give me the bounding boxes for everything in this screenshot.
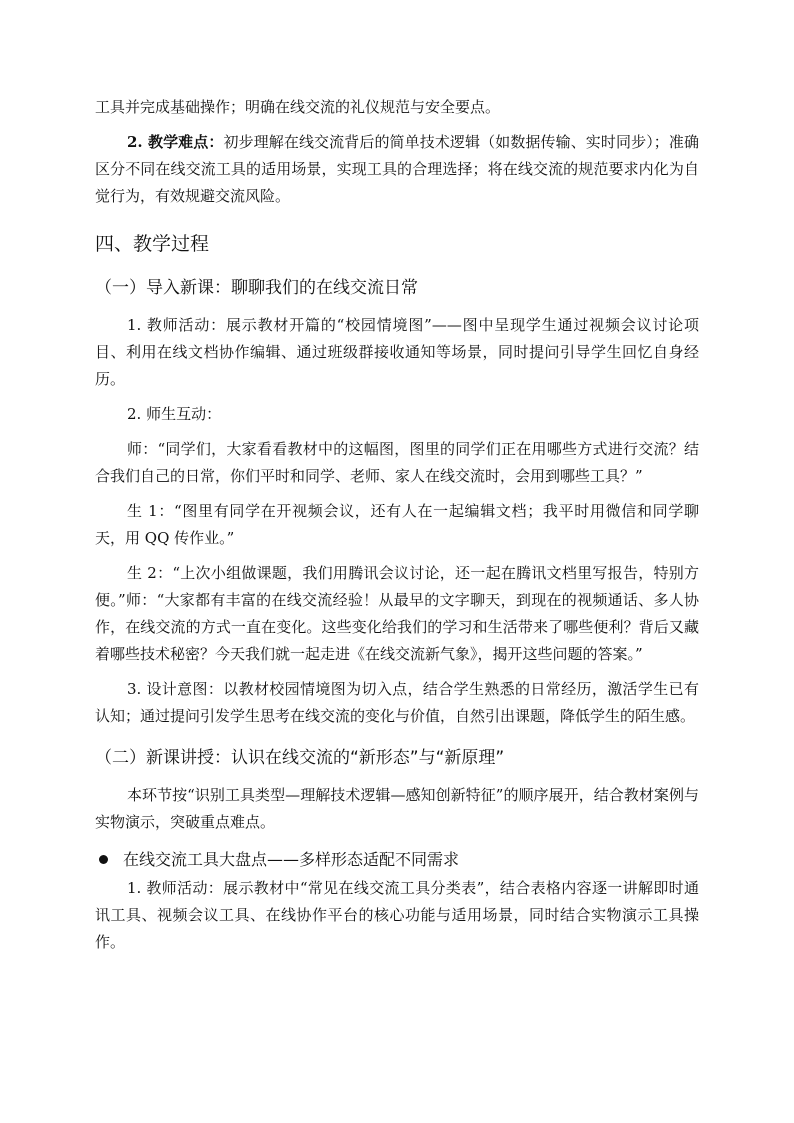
paragraph-difficulty [95, 129, 699, 210]
bullet-heading-tools [95, 846, 699, 873]
intro-item-interaction: 2. 师生互动： [127, 405, 222, 423]
difficulty-label: 2. 教学难点： [127, 133, 224, 151]
document-body [95, 94, 699, 956]
difficulty-text: 初步理解在线交流背后的简单技术逻辑（如数据传输、实时同步）；准确区分不同在线交流工具的适用场景，实现工具的合理选择；将在线交流的规范要求内化为自觉行为，有效规避交流风险。 [95, 133, 699, 205]
new-lesson-item-teacher-activity: 1. 教师活动：展示教材中“常见在线交流工具分类表”，结合表格内容逐一讲解即时通讯工具、视频会议工具、在线协作平台的核心功能与适用场景，同时结合实物演示工具操作。 [95, 879, 699, 951]
subsection-heading-new-lesson: （二）新课讲授：认识在线交流的“新形态”与“新原理” [95, 748, 505, 768]
dialogue-student-2: 生 2：“上次小组做课题，我们用腾讯会议讨论，还一起在腾讯文档里写报告，特别方便。”师：“大家都有丰富的在线交流经验！从最早的文字聊天，到现在的视频通话、多人协作，在线交流的方式一直在变化。这些变化给我们的学习和生活带来了哪些便利？背后又藏着哪些技术秘密？今天我们就一起走进《在线交流新气象》，揭开这些问题的答案。” [95, 564, 699, 663]
intro-item-design-intent: 3. 设计意图：以教材校园情境图为切入点，结合学生熟悉的日常经历，激活学生已有认知；通过提问引发学生思考在线交流的变化与价值，自然引出课题，降低学生的陌生感。 [95, 680, 699, 725]
paragraph-continued: 工具并完成基础操作；明确在线交流的礼仪规范与安全要点。 [95, 98, 501, 116]
dialogue-teacher: 师：“同学们，大家看看教材中的这幅图，图里的同学们正在用哪些方式进行交流？结合我们自己的日常，你们平时和同学、老师、家人在线交流时，会用到哪些工具？” [95, 440, 699, 485]
subsection-heading-intro: （一）导入新课：聊聊我们的在线交流日常 [95, 278, 418, 298]
section-heading-teaching-process: 四、教学过程 [95, 233, 210, 255]
dialogue-student-1: 生 1：“图里有同学在开视频会议，还有人在一起编辑文档；我平时用微信和同学聊天，用 QQ 传作业。” [95, 502, 699, 547]
new-lesson-intro: 本环节按“识别工具类型—理解技术逻辑—感知创新特征”的顺序展开，结合教材案例与实物演示，突破重点难点。 [95, 786, 699, 831]
intro-item-teacher-activity: 1. 教师活动：展示教材开篇的“校园情境图”——图中呈现学生通过视频会议讨论项目、利用在线文档协作编辑、通过班级群接收通知等场景，同时提问引导学生回忆自身经历。 [95, 316, 699, 388]
bullet-heading-text: 在线交流工具大盘点——多样形态适配不同需求 [123, 850, 460, 869]
bullet-dot-icon [99, 855, 108, 864]
